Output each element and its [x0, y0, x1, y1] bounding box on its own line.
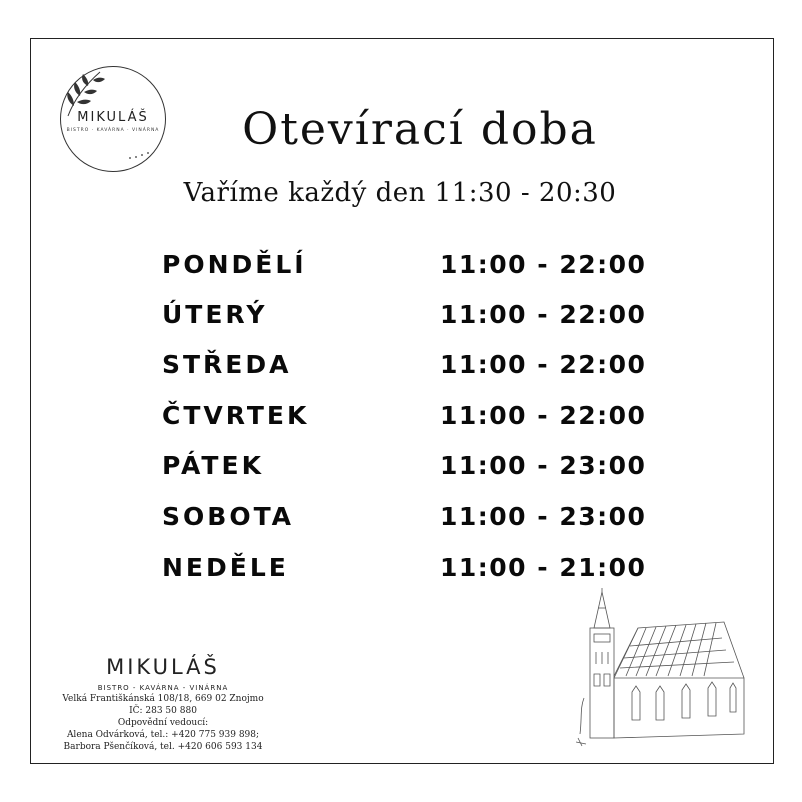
logo-tagline: BISTRO · KAVÁRNA · VINÁRNA	[66, 128, 160, 133]
schedule-row-friday	[162, 451, 662, 491]
kitchen-hours-subtitle: Vaříme každý den 11:30 - 20:30	[183, 178, 617, 208]
schedule-row-sunday	[162, 553, 662, 593]
day-label: STŘEDA	[162, 350, 292, 379]
footer-contact	[46, 652, 280, 753]
footer-company-id: IČ: 283 50 880	[129, 706, 197, 716]
hours-value: 11:00 - 21:00	[440, 553, 647, 582]
hours-value: 11:00 - 23:00	[440, 502, 647, 531]
church-sketch-illustration	[576, 588, 746, 750]
page-title: Otevírací doba	[242, 104, 598, 155]
logo	[60, 66, 166, 172]
schedule-row-wednesday	[162, 350, 662, 390]
day-label: ÚTERÝ	[162, 300, 268, 329]
hours-value: 11:00 - 22:00	[440, 401, 647, 430]
hours-value: 11:00 - 22:00	[440, 300, 647, 329]
day-label: SOBOTA	[162, 502, 295, 531]
day-label: NEDĚLE	[162, 553, 289, 582]
schedule-row-tuesday	[162, 300, 662, 340]
schedule-row-thursday	[162, 401, 662, 441]
footer-manager-1: Alena Odvárková, tel.: +420 775 939 898;	[66, 730, 260, 740]
day-label: PÁTEK	[162, 451, 264, 480]
day-label: ČTVRTEK	[162, 401, 310, 430]
hours-value: 11:00 - 23:00	[440, 451, 647, 480]
logo-name: MIKULÁŠ	[77, 110, 149, 125]
footer-managers-label: Odpovědní vedoucí:	[117, 718, 209, 728]
footer-tagline: BISTRO - KAVÁRNA - VINÁRNA	[97, 684, 229, 692]
day-label: PONDĚLÍ	[162, 250, 307, 279]
footer-brand-name: MIKULÁŠ	[106, 655, 220, 679]
hours-value: 11:00 - 22:00	[440, 350, 647, 379]
footer-manager-2: Barbora Pšenčíková, tel. +420 606 593 134	[63, 742, 263, 752]
hours-value: 11:00 - 22:00	[440, 250, 647, 279]
schedule-row-monday	[162, 250, 662, 290]
footer-address: Velká Františkánská 108/18, 669 02 Znojmo	[62, 694, 264, 704]
schedule-row-saturday	[162, 502, 662, 542]
